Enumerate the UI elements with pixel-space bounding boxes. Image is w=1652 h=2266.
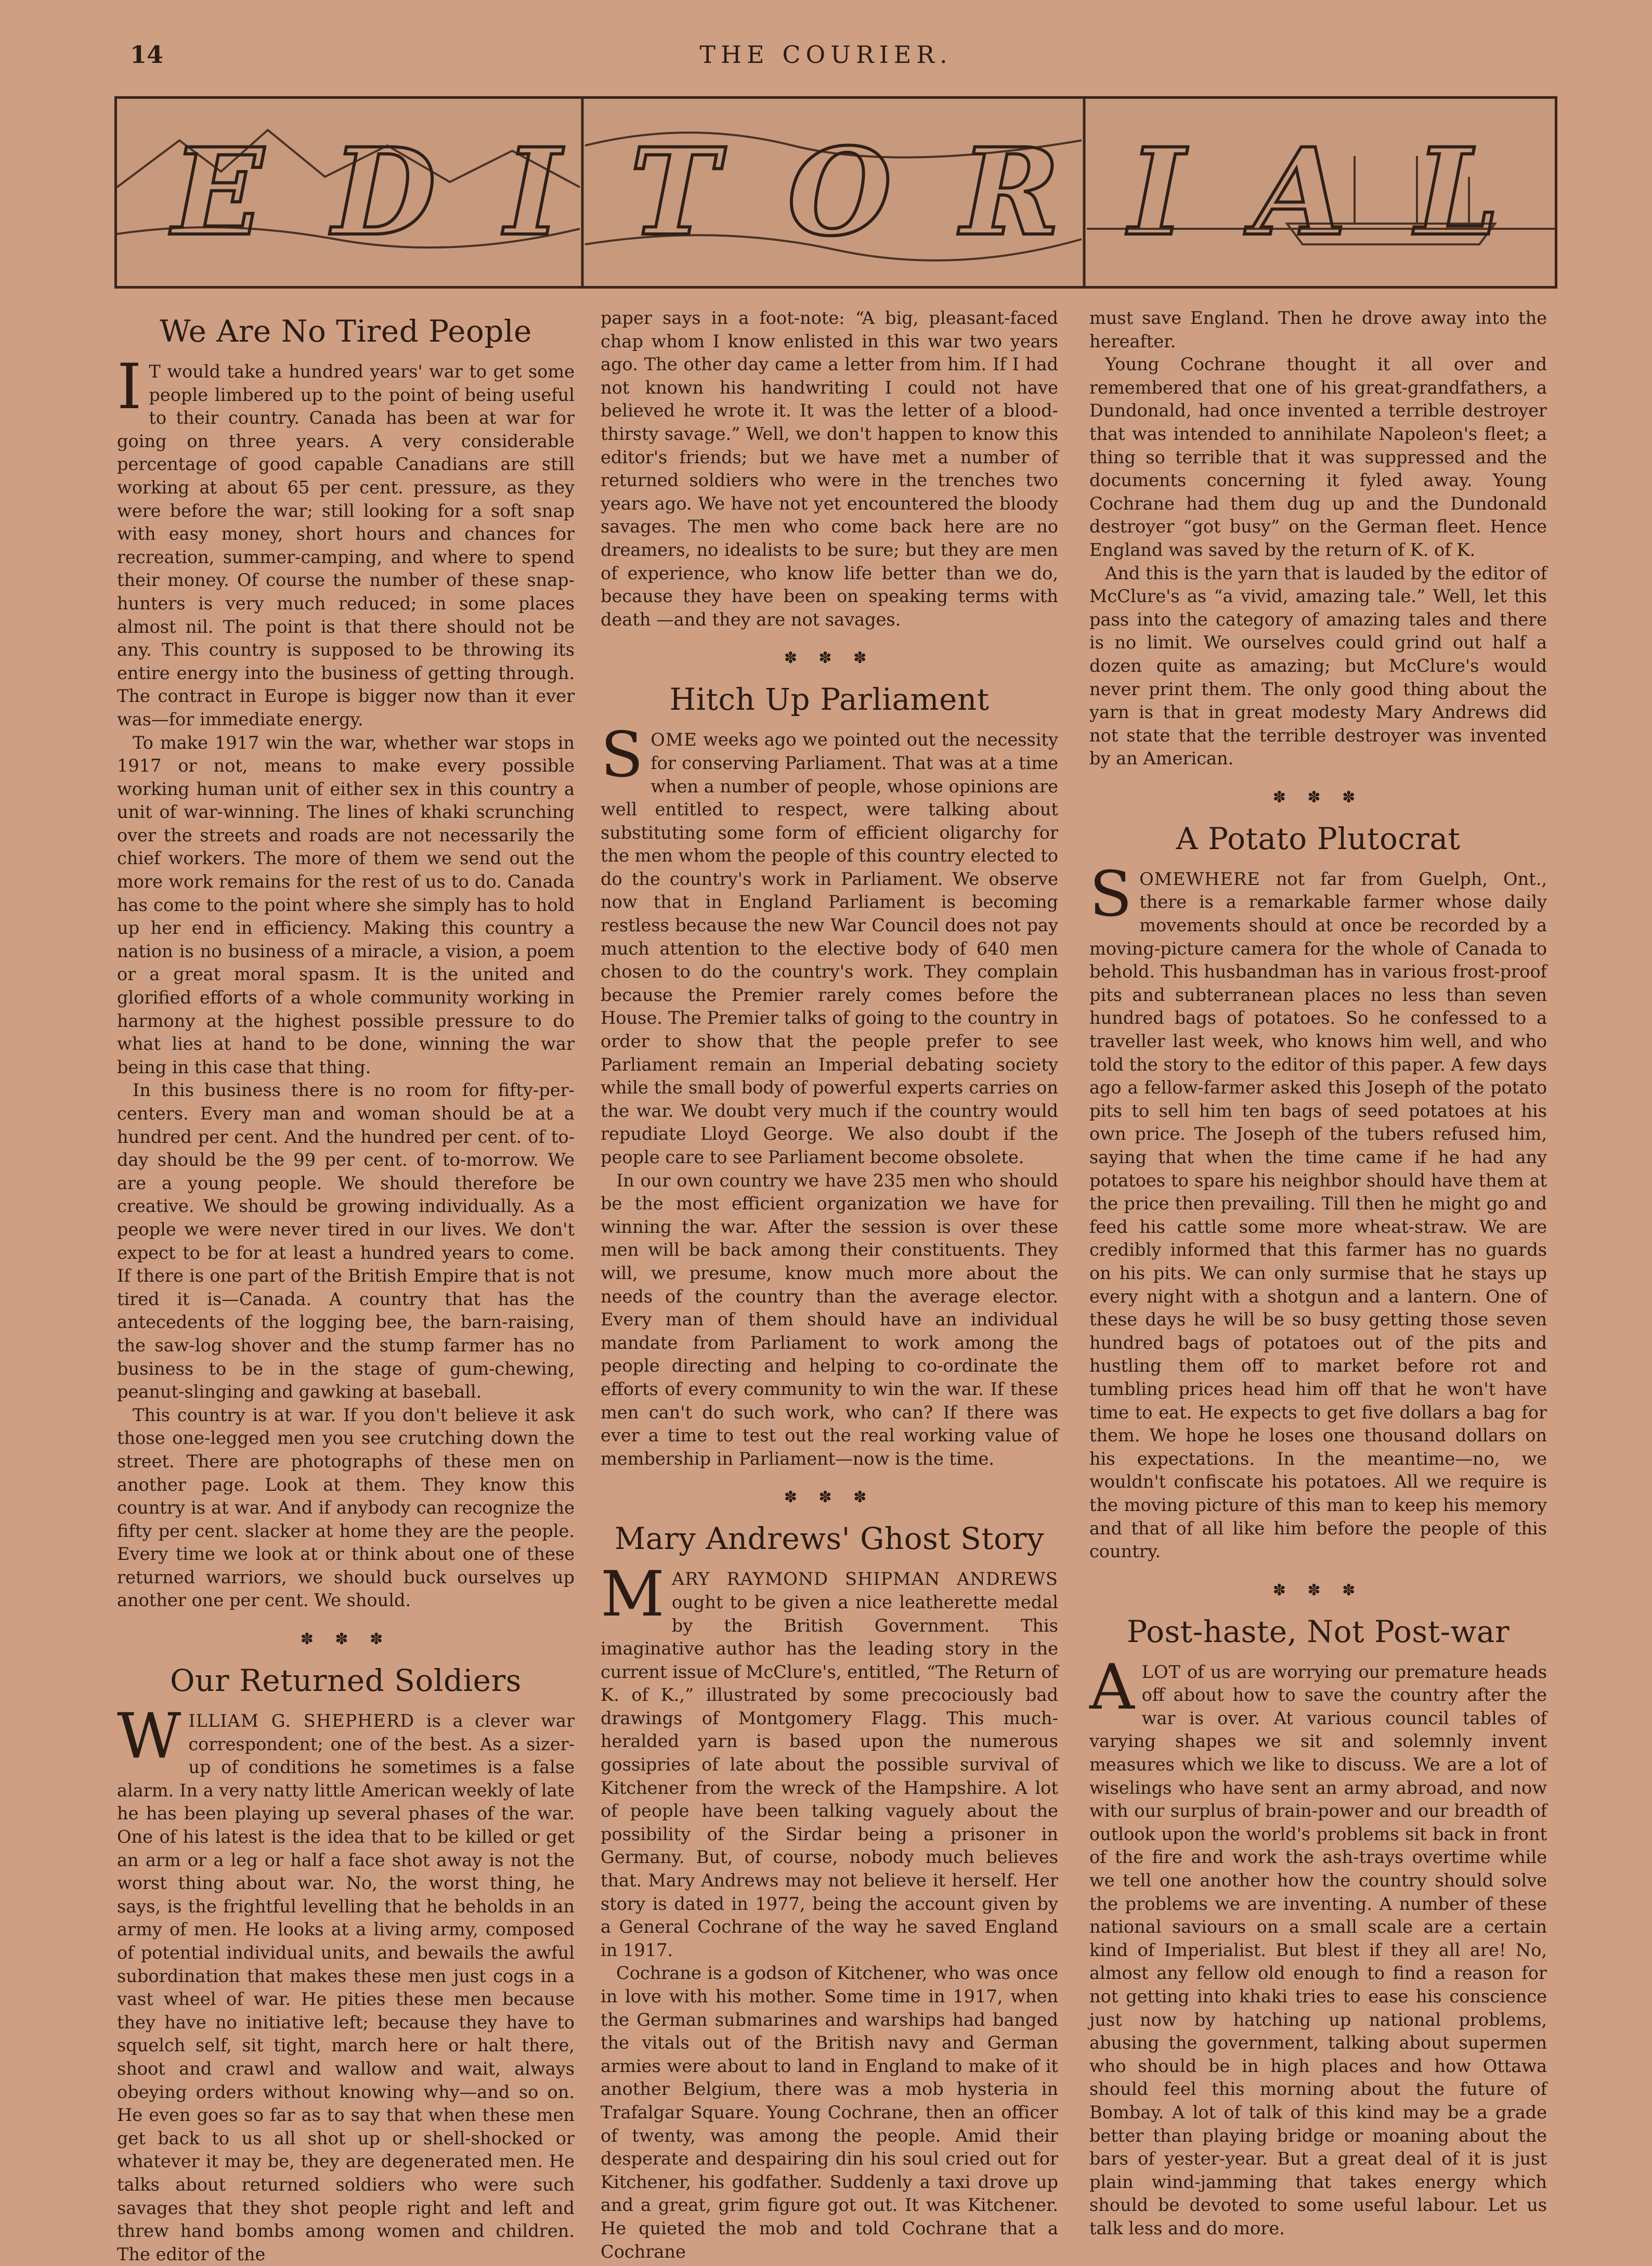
lead-caps: ILLIAM G. SHEPHERD (188, 1711, 415, 1731)
lead-caps: LOT (1141, 1661, 1181, 1682)
drop-cap: A (1089, 1651, 1135, 1724)
article-paragraph: To make 1917 win the war, whether war stops in 1917 or not, means to make every possible working human unit of either sex in this country a unit of war-winning. The lines of khaki scrunching over the streets and roads are not necessarily the chief workers. The more of them we send out the more work remains for the rest of us to do. Canada has come to the point where she simply has to hold up her end in efficiency. Making this country a nation is no business of a miracle, a vision, a poem or a great moral spasm. It is the united and glorified efforts of a whole community working in harmony at the highest possible pressure to do what lies at hand to be done, winning the war being in this case that thing. (117, 732, 575, 1077)
article-paragraph: In this business there is no room for fifty-per-centers. Every man and woman should be at a hundred per cent. And the hundred per cent. of to-day should be the 99 per cent. of to-morrow. We are a young people. We should therefore be creative. We should be growing individually. As a people we were never tired in our lives. We don't expect to be for at least a hundred years to come. If there is one part of the British Empire that is not tired it is—Canada. A country that has the antecedents of the logging bee, the barn-raising, the saw-log shover and the stump farmer has no business to be in the stage of gum-chewing, peanut-slinging and gawking at baseball. (117, 1080, 575, 1402)
article-paragraph: This country is at war. If you don't believe it ask those one-legged men you see crutching down the street. There are photographs of these men on another page. Look at them. They know this country is at war. And if anybody can recognize the fifty per cent. slacker at home they are the people. Every time we look at or think about one of these returned warriors, we should buck ourselves up another one per cent. We should. (117, 1404, 575, 1611)
article-paragraph: must save England. Then he drove away into the hereafter. (1089, 308, 1547, 351)
drop-cap: S (1089, 858, 1133, 931)
article-paragraph: In our own country we have 235 men who should be the most efficient organization we have for winning the war. After the session is over these men will be back among their constituents. They will, we presume, know much more about the needs of the country than the average elector. Every man of them should have an individual mandate from Parliament to work among the people directing and helping to co-ordinate the efforts of every community to win the war. If these men can't do such work, who can? If there was ever a time to test out the real working value of membership in Parliament—now is the time. (601, 1170, 1058, 1469)
article-paragraph: SOME weeks ago we pointed out the necessity for conserving Parliament. That was at a time when a number of people, whose opinions are well entitled to respect, were talking about substituting some form of efficient oligarchy for the men whom the people of this country elected to do the country's work in Parliament. We observe now that in England Parliament is becoming restless because the new War Council does not pay much attention to the elective body of 640 men chosen to do the country's work. They complain because the Premier rarely comes before the House. The Premier talks of going to the country in order to show that the people prefer to see Parliament remain an Imperial debating society while the small body of powerful experts carries on the war. We doubt very much if the country would repudiate Lloyd George. We also doubt if the people care to see Parliament become obsolete. (601, 719, 1058, 1167)
lead-caps: ARY RAYMOND SHIPMAN ANDREWS (671, 1569, 1058, 1590)
section-ornament: ✽ ✽ ✽ (784, 649, 875, 668)
banner-letter: R (960, 122, 1060, 263)
article-title-hitch-up-parliament: Hitch Up Parliament (669, 682, 990, 718)
banner-letter: E (172, 122, 264, 263)
article-paragraph: I T would take a hundred years' war to get some people limbered up to the point of being useful to their country. Canada has been at war for going on three years. A very considerable percentage of good capable Canadians are still working at about 65 per cent. pressure, as they were before the war; still looking for a soft snap with easy money, short hours and chances for recreation, summer-camping, and where to spend their money. Of course the number of these snap-hunters is very much reduced; in some places almost nil. The point is that there should not be any. This country is supposed to be throwing its entire energy into the business of getting through. The contract in Europe is bigger now than it ever was—for immediate energy. (117, 351, 575, 730)
article-paragraph: A LOT of us are worrying our premature heads off about how to save the country after the war is over. At various council tables of varying shapes we sit and solemnly invent measures which we like to discuss. We are a lot of wiselings who have sent an army abroad, and now with our surplus of brain-power and our breadth of outlook upon the world's problems sit back in front of the fire and work the ash-trays overtime while we tell one another how the country should solve the problems we are inventing. A number of these national saviours on a small scale are a certain kind of Imperialist. But blest if they all are! No, almost any fellow old enough to find a reason for not getting into khaki tries to ease his conscience just now by hatching up national problems, abusing the government, talking about supermen who should be in high places and how Ottawa should feel this morning about the future of Bombay. A lot of talk of this kind may be a grade better than playing bridge or moaning about the bars of yester-year. But a great deal of it is just plain wind-jamming that takes energy which should be devoted to some useful labour. Let us talk less and do more. (1089, 1651, 1547, 2238)
banner-letter: I (504, 122, 561, 263)
drop-cap: M (601, 1558, 665, 1631)
column-3 (1089, 307, 1547, 2238)
article-title-ghost-story: Mary Andrews' Ghost Story (614, 1521, 1045, 1557)
article-paragraph: SOMEWHERE not far from Guelph, Ont., there is a remarkable farmer whose daily movements should at once be recorded by a moving-picture camera for the whole of Canada to behold. This husbandman has in various frost-proof pits and subterranean places no less than seven hundred bags of potatoes. So he confessed to a traveller last week, who knows him well, and who told the story to the editor of this paper. A few days ago a fellow-farmer asked this Joseph of the potato pits to sell him ten bags of seed potatoes at his own price. The Joseph of the tubers refused him, saying that when the time came if he had any potatoes to spare his neighbor should have them at the price then prevailing. Till then he might go and feed his cattle some more wheat-straw. We are credibly informed that this farmer has no guards on his pits. We can only surmise that he stays up every night with a shotgun and a lantern. One of these days he will be so busy getting those seven hundred bags of potatoes out of the pits and hustling them off to market before rot and tumbling prices head him off that he won't have time to eat. He expects to get five dollars a bag for them. We hope he loses one thousand dollars on his expectations. In the meantime—no, we wouldn't confiscate his potatoes. All we require is the moving picture of this man to keep his memory and that of all like him before the people of this country. (1089, 858, 1547, 1562)
article-paragraph: MARY RAYMOND SHIPMAN ANDREWS ought to be given a nice leatherette medal by the British Government. This imaginative author has the leading story in the current issue of McClure's, entitled, “The Return of K. of K.,” illustrated by some precociously bad drawings of Montgomery Flagg. This much-heralded yarn is based upon the numerous gossipries of late about the possible survival of Kitchener from the wreck of the Hampshire. A lot of people have been talking vaguely about the possibility of the Sirdar being a prisoner in Germany. But, of course, nobody much believes that. Mary Andrews may not believe it herself. Her story is dated in 1977, being the account given by a General Cochrane of the way he saved England in 1917. (601, 1558, 1058, 1960)
column-2 (601, 307, 1058, 2262)
section-ornament: ✽ ✽ ✽ (300, 1630, 392, 1649)
article-paragraph: Young Cochrane thought it all over and remembered that one of his great-grandfathers, a Dundonald, had once invented a terrible destroyer that was intended to annihilate Napoleon's fleet; a thing so terrible that it was suppressed and the documents concerning it fyled away. Young Cochrane had them dug up and the Dundonald destroyer “got busy” on the German fleet. Hence England was saved by the return of K. of K. (1089, 354, 1547, 560)
drop-cap: S (601, 719, 644, 792)
banner-letter: D (332, 122, 436, 263)
banner-letter: O (787, 122, 892, 263)
banner-letter: I (1128, 122, 1185, 263)
section-ornament: ✽ ✽ ✽ (1272, 1581, 1364, 1599)
drop-cap: W (117, 1700, 181, 1773)
editorial-banner (114, 96, 1557, 289)
article-title-post-haste: Post-haste, Not Post-war (1126, 1613, 1510, 1649)
article-title-returned-soldiers: Our Returned Soldiers (170, 1663, 522, 1699)
section-ornament: ✽ ✽ ✽ (1272, 788, 1364, 806)
article-paragraph: Cochrane is a godson of Kitchener, who was once in love with his mother. Some time in 1917, when the German submarines and warships had banged the vitals out of the British navy and German armies were about to land in England to make of it another Belgium, there was a mob hysteria in Trafalgar Square. Young Cochrane, then an officer of twenty, was among the people. Amid their desperate and despairing din his soul cried out for Kitchener, his godfather. Suddenly a taxi drove up and a great, grim figure got out. It was Kitchener. He quieted the mob and told Cochrane that a Cochrane (601, 1963, 1058, 2262)
column-1 (117, 304, 575, 2264)
article-title-tired-people: We Are No Tired People (160, 314, 532, 349)
section-ornament: ✽ ✽ ✽ (784, 1488, 875, 1507)
lead-caps: OMEWHERE (1139, 868, 1260, 889)
lead-caps: OME (651, 730, 697, 750)
article-paragraph: paper says in a foot-note: “A big, pleasant-faced chap whom I know enlisted in this war two years ago. The other day came a letter from him. If I had not known his handwriting I could not have believed he wrote it. It was the letter of a blood-thirsty savage.” Well, we don't happen to know this editor's friends; but we have met a number of returned soldiers who were in the trenches two years ago. We have not yet encountered the bloody savages. The men who come back here are no dreamers, no idealists to be sure; but they are men of experience, who know life better than we do, because they have been on speaking terms with death —and they are not savages. (601, 308, 1058, 630)
article-paragraph: WILLIAM G. SHEPHERD is a clever war correspondent; one of the best. As a sizer-up of conditions he sometimes is a false alarm. In a very natty little American weekly of late he has been playing up several phases of the war. One of his latest is the idea that to be killed or get an arm or a leg or half a face shot away is not the worst thing about war. No, the worst thing, he says, is the frightful levelling that he beholds in an army of men. He looks at a living army, composed of potential individual units, and bewails the awful subordination that makes these men just cogs in a vast wheel of war. He pities these men because they have no initiative left; because they have to squelch self, sit tight, march here or halt there, shoot and crawl and wallow and wait, always obeying orders without knowing why—and so on. He even goes so far as to say that when these men get back to us all shot up or shell-shocked or whatever it may be, they are degenerated men. He talks about returned soldiers who were such savages that they shot people right and left and threw hand bombs among women and children. The editor of the (117, 1700, 575, 2264)
article-title-potato-plutocrat: A Potato Plutocrat (1176, 821, 1461, 856)
banner-title (117, 99, 1555, 286)
drop-cap: I (117, 351, 142, 423)
banner-letter: L (1415, 122, 1500, 263)
page-number: 14 (130, 41, 164, 69)
banner-letter: A (1254, 122, 1347, 263)
running-head: THE COURIER. (699, 41, 953, 69)
banner-letter: T (629, 122, 719, 263)
article-paragraph: And this is the yarn that is lauded by the editor of McClure's as “a vivid, amazing tale.” Well, let this pass into the category of amazing tales and there is no limit. We ourselves could grind out half a dozen quite as amazing; but McClure's would never print them. The only good thing about the yarn is that in great modesty Mary Andrews did not state that the terrible destroyer was invented by an American. (1089, 563, 1547, 769)
